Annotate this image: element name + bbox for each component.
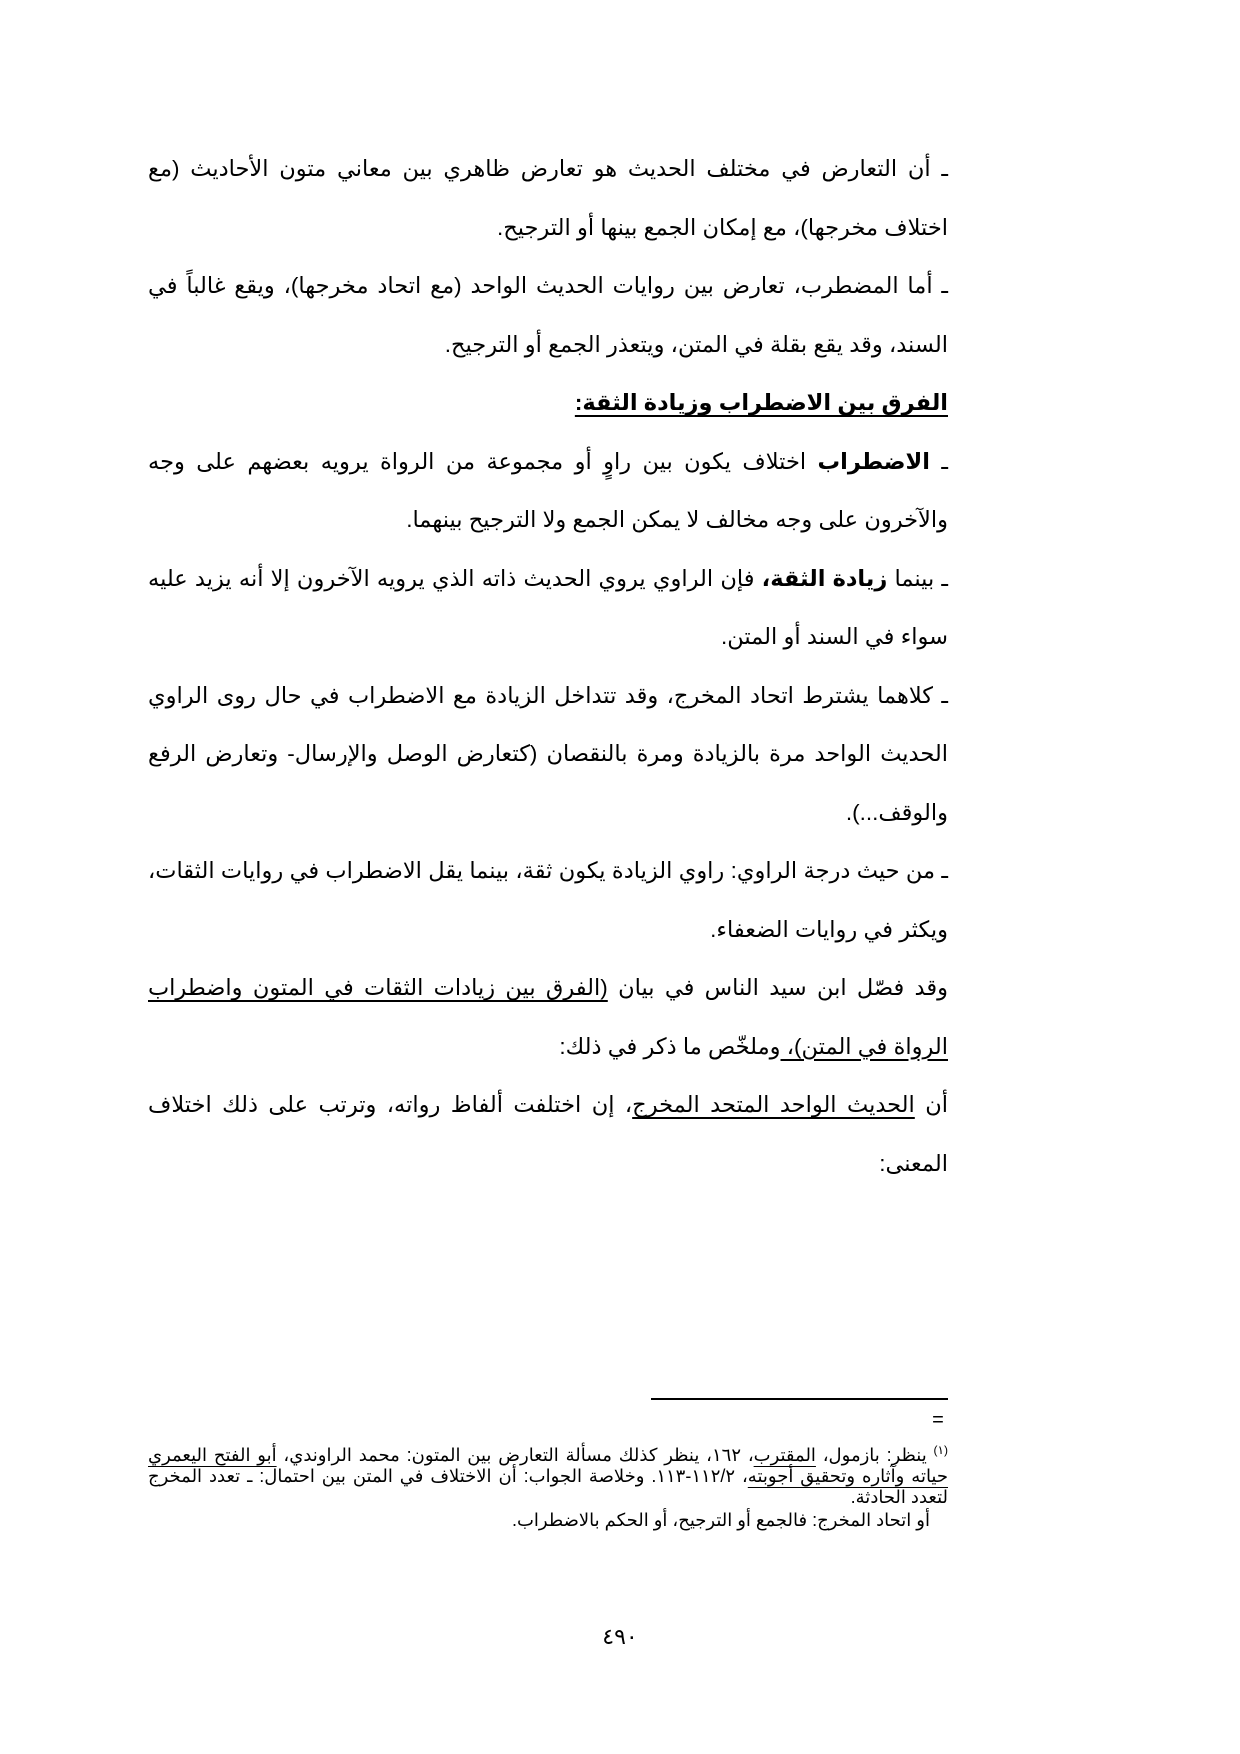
paragraph-ziyada	[148, 550, 948, 667]
underlined-phrase: الحديث الواحد المتحد المخرج	[632, 1092, 915, 1117]
underlined-title: (الفرق بين زيادات الثقات في المتون واضطراب الرواة في المتن)،	[148, 975, 948, 1059]
paragraph-1: ـ أن التعارض في مختلف الحديث هو تعارض ظاهري بين معاني متون الأحاديث (مع اختلاف مخرجها)، مع إمكان الجمع بينها أو الترجيح.	[148, 156, 948, 240]
paragraph-ibn-sayyid	[148, 959, 948, 1076]
footnote-text: ، ١٦٢، ينظر كذلك مسألة التعارض بين المتون: محمد الراوندي،	[276, 1445, 754, 1465]
footnote-continuation: أو اتحاد المخرج: فالجمع أو الترجيح، أو الحكم بالاضطراب.	[511, 1510, 930, 1530]
paragraph-post: ، إن اختلفت ألفاظ رواته، وترتب على ذلك اختلاف المعنى:	[148, 1092, 948, 1176]
paragraph-idtirab	[148, 433, 948, 550]
footnote-continuation-mark: =	[932, 1409, 944, 1431]
paragraph-rest: اختلاف يكون بين راوٍ أو مجموعة من الرواة يرويه بعضهم على وجه والآخرون على وجه مخالف لا يمكن الجمع ولا الترجيح بينهما.	[148, 448, 948, 532]
footnote-separator	[651, 1398, 948, 1400]
paragraph-post: وملخّص ما ذكر في ذلك:	[559, 1033, 781, 1059]
footnote-1	[148, 1440, 948, 1508]
paragraph-prefix: ـ	[929, 448, 949, 474]
footnote-source-title: المقترب	[753, 1445, 816, 1465]
paragraph-prefix: ـ بينما	[887, 565, 948, 591]
paragraph-narrator-degree: ـ من حيث درجة الراوي: راوي الزيادة يكون ثقة، بينما يقل الاضطراب في روايات الثقات، ويكثر في روايات الضعفاء.	[148, 858, 948, 942]
term-ziyadat-althiqa: زيادة الثقة،	[761, 565, 888, 591]
section-heading: الفرق بين الاضطراب وزيادة الثقة:	[574, 390, 948, 415]
footnote-text: ينظر: بازمول،	[815, 1445, 934, 1465]
footnote-text: ، ١١٢/٢-١١٣. وخلاصة الجواب: أن الاختلاف في المتن بين احتمال: ـ تعدد المخرج لتعدد الحادثة.	[148, 1466, 948, 1507]
page-number: ٤٩٠	[602, 1624, 638, 1649]
paragraph-pre: وقد فصّل ابن سيد الناس في بيان	[607, 975, 948, 1000]
paragraph-2: ـ أما المضطرب، تعارض بين روايات الحديث الواحد (مع اتحاد مخرجها)، ويقع غالباً في السند، وقد يقع بقلة في المتن، ويتعذر الجمع أو الترجيح.	[148, 273, 948, 357]
footnote-source-title: أبو الفتح اليعمري حياته وآثاره وتحقيق أجوبته	[148, 1445, 948, 1486]
term-idtirab: الاضطراب	[817, 448, 930, 474]
footnote-marker: (١)	[933, 1443, 948, 1457]
paragraph-hadith	[148, 1076, 948, 1193]
paragraph-pre: أن	[914, 1092, 949, 1117]
footnotes	[148, 1440, 948, 1531]
paragraph-rest: فإن الراوي يروي الحديث ذاته الذي يرويه الآخرون إلا أنه يزيد عليه سواء في السند أو المتن.	[148, 565, 948, 649]
paragraph-both: ـ كلاهما يشترط اتحاد المخرج، وقد تتداخل الزيادة مع الاضطراب في حال روى الراوي الحديث الواحد مرة بالزيادة ومرة بالنقصان (كتعارض الوصل والإرسال- وتعارض الرفع والوقف...).	[148, 682, 948, 825]
body-text	[148, 140, 948, 1193]
